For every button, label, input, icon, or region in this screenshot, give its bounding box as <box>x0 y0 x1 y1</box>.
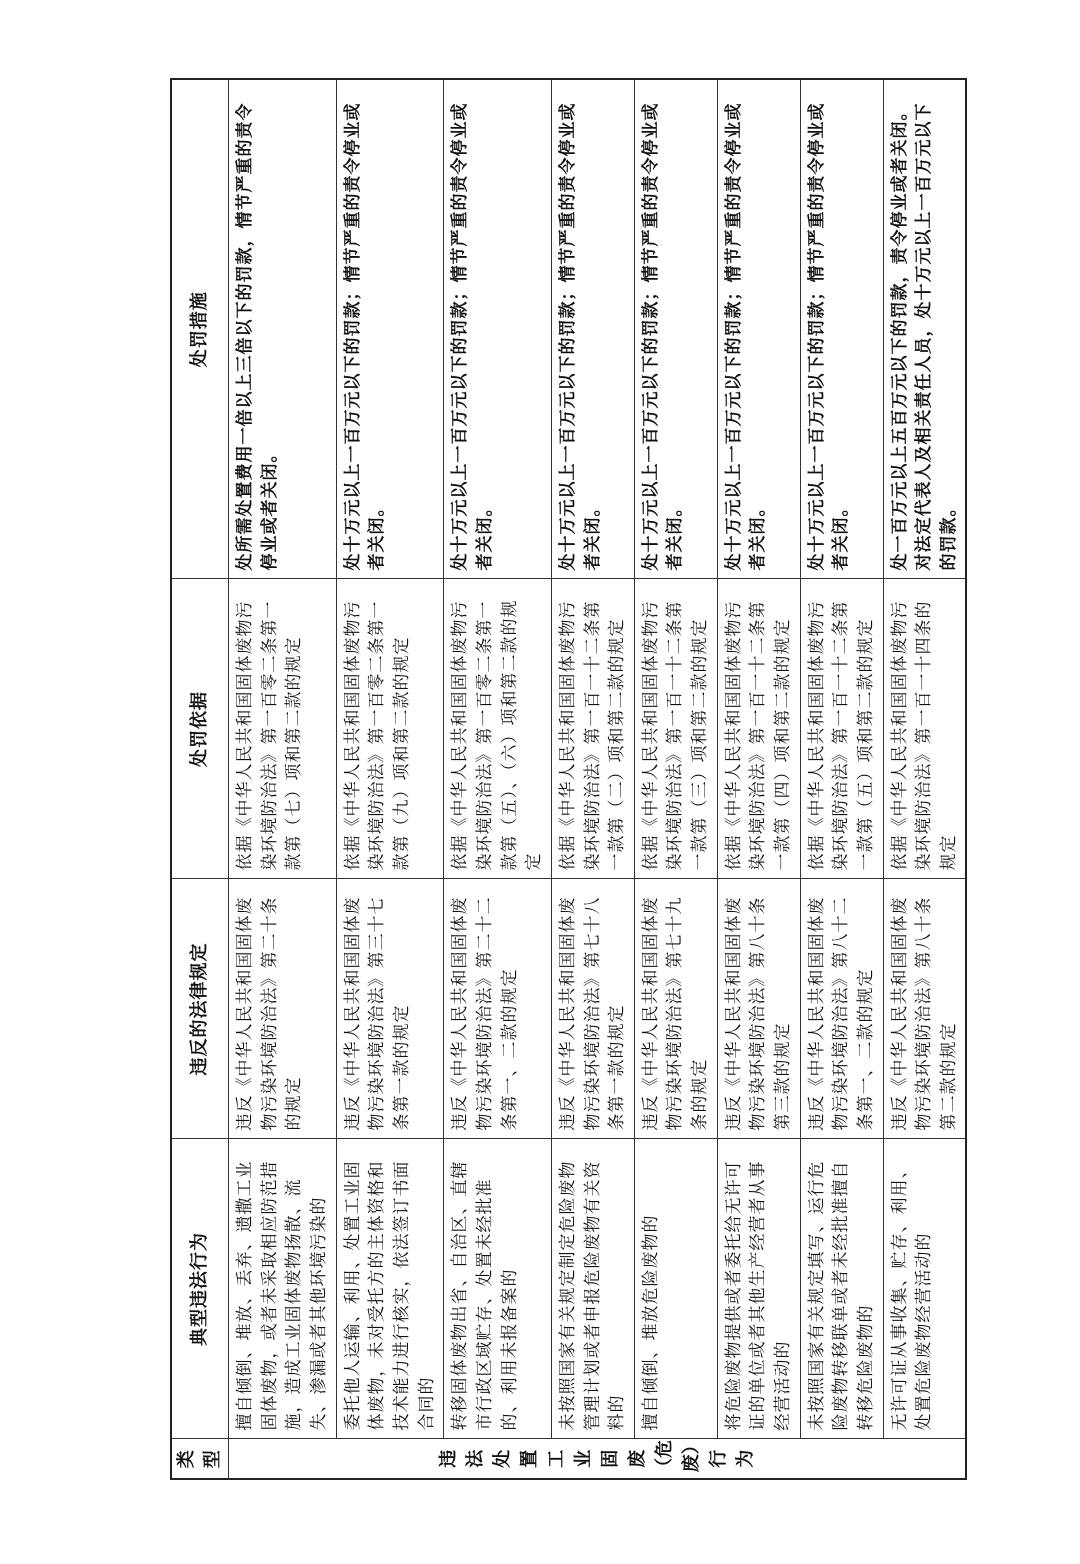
law-cell: 违反《中华人民共和国固体废物污染环境防治法》第八十条第二款的规定 <box>883 879 966 1139</box>
table-row <box>444 79 552 1479</box>
basis-cell: 依据《中华人民共和国固体废物污染环境防治法》第一百零二条第一款第（七）项和第二款的规定 <box>229 579 337 879</box>
penalty-cell: 处十万元以上一百万元以下的罚款；情节严重的责令停业或者关闭。 <box>336 79 444 579</box>
law-cell: 违反《中华人民共和国固体废物污染环境防治法》第七十九条的规定 <box>634 879 717 1139</box>
law-cell: 违反《中华人民共和国固体废物污染环境防治法》第三十七条第一款的规定 <box>336 879 444 1139</box>
law-cell: 违反《中华人民共和国固体废物污染环境防治法》第二十条的规定 <box>229 879 337 1139</box>
law-cell: 违反《中华人民共和国固体废物污染环境防治法》第七十八条第一款的规定 <box>551 879 634 1139</box>
rotated-table-container <box>170 80 959 1480</box>
basis-cell: 依据《中华人民共和国固体废物污染环境防治法》第一百一十二条第一款第（四）项和第二款的规定 <box>717 579 800 879</box>
basis-cell: 依据《中华人民共和国固体废物污染环境防治法》第一百一十二条第一款第（二）项和第二款的规定 <box>551 579 634 879</box>
basis-cell: 依据《中华人民共和国固体废物污染环境防治法》第一百一十二条第一款第（五）项和第二款的规定 <box>800 579 883 879</box>
law-cell: 违反《中华人民共和国固体废物污染环境防治法》第二十二条第一、二款的规定 <box>444 879 552 1139</box>
penalty-cell: 处十万元以上一百万元以下的罚款；情节严重的责令停业或者关闭。 <box>800 79 883 579</box>
penalty-cell: 处十万元以上一百万元以下的罚款；情节严重的责令停业或者关闭。 <box>634 79 717 579</box>
category-cell: 违法处置工业固废（危废）行为 <box>229 1439 967 1479</box>
table-row <box>717 79 800 1479</box>
header-type: 类型 <box>171 1439 229 1479</box>
table-row <box>883 79 966 1479</box>
penalty-cell: 处十万元以上一百万元以下的罚款；情节严重的责令停业或者关闭。 <box>551 79 634 579</box>
table-row <box>634 79 717 1479</box>
law-cell: 违反《中华人民共和国固体废物污染环境防治法》第八十二条第一、二款的规定 <box>800 879 883 1139</box>
header-law: 违反的法律规定 <box>171 879 229 1139</box>
table-row <box>551 79 634 1479</box>
table-row <box>336 79 444 1479</box>
penalty-cell: 处所需处置费用一倍以上三倍以下的罚款，情节严重的责令停业或者关闭。 <box>229 79 337 579</box>
behavior-cell: 未按照国家有关规定填写、运行危险废物转移联单或者未经批准擅自转移危险废物的 <box>800 1139 883 1439</box>
table-header-row <box>171 79 229 1479</box>
header-behavior: 典型违法行为 <box>171 1139 229 1439</box>
penalty-table <box>170 78 967 1480</box>
penalty-cell: 处十万元以上一百万元以下的罚款；情节严重的责令停业或者关闭。 <box>444 79 552 579</box>
penalty-cell: 处十万元以上一百万元以下的罚款；情节严重的责令停业或者关闭。 <box>717 79 800 579</box>
basis-cell: 依据《中华人民共和国固体废物污染环境防治法》第一百零二条第一款第（五）、（六）项和第二款的规定 <box>444 579 552 879</box>
table-row <box>229 79 337 1479</box>
behavior-cell: 擅自倾倒、堆放危险废物的 <box>634 1139 717 1439</box>
header-penalty: 处罚措施 <box>171 79 229 579</box>
behavior-cell: 转移固体废物出省、自治区、直辖市行政区域贮存、处置未经批准的、利用未报备案的 <box>444 1139 552 1439</box>
basis-cell: 依据《中华人民共和国固体废物污染环境防治法》第一百一十四条的规定 <box>883 579 966 879</box>
basis-cell: 依据《中华人民共和国固体废物污染环境防治法》第一百零二条第一款第（九）项和第二款的规定 <box>336 579 444 879</box>
basis-cell: 依据《中华人民共和国固体废物污染环境防治法》第一百一十二条第一款第（三）项和第二款的规定 <box>634 579 717 879</box>
law-cell: 违反《中华人民共和国固体废物污染环境防治法》第八十条第三款的规定 <box>717 879 800 1139</box>
behavior-cell: 擅自倾倒、堆放、丢弃、遗撒工业固体废物，或者未采取相应防范措施，造成工业固体废物扬散、流失、渗漏或者其他环境污染的 <box>229 1139 337 1439</box>
header-basis: 处罚依据 <box>171 579 229 879</box>
behavior-cell: 委托他人运输、利用、处置工业固体废物，未对受托方的主体资格和技术能力进行核实，依法签订书面合同的 <box>336 1139 444 1439</box>
penalty-cell: 处一百万元以上五百万元以下的罚款，责令停业或者关闭。对法定代表人及相关责任人员，处十万元以上一百万元以下的罚款。 <box>883 79 966 579</box>
behavior-cell: 将危险废物提供或者委托给无许可证的单位或者其他生产经营者从事经营活动的 <box>717 1139 800 1439</box>
behavior-cell: 未按照国家有关规定制定危险废物管理计划或者申报危险废物有关资料的 <box>551 1139 634 1439</box>
table-row <box>800 79 883 1479</box>
behavior-cell: 无许可证从事收集、贮存、利用、处置危险废物经营活动的 <box>883 1139 966 1439</box>
